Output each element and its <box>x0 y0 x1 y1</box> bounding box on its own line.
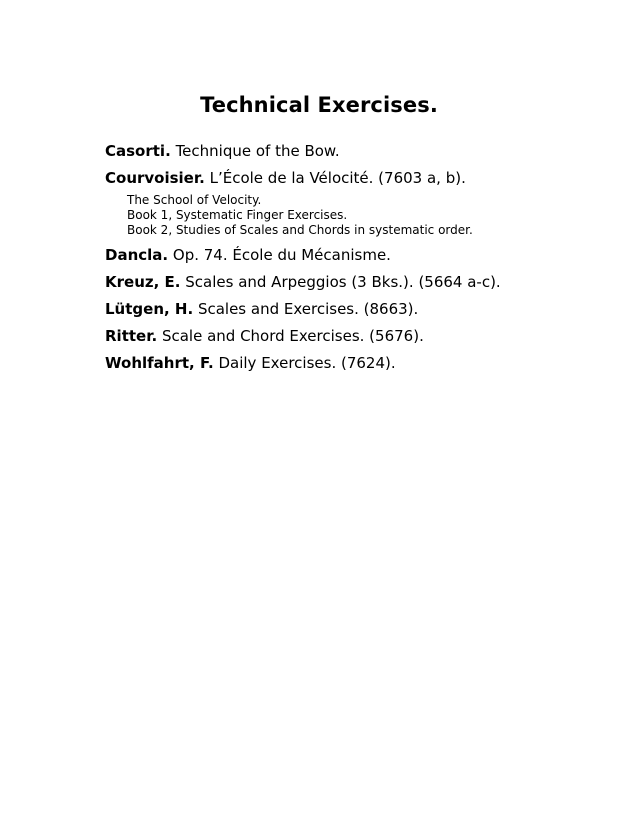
sub-entry: The School of Velocity. <box>127 193 262 207</box>
composer-name: Wohlfahrt, F. <box>105 354 214 372</box>
page-title: Technical Exercises. <box>200 93 438 117</box>
list-item <box>105 168 625 188</box>
work-title: Scale and Chord Exercises. (5676). <box>161 327 424 345</box>
composer-name: Courvoisier. <box>105 169 205 187</box>
list-item <box>105 326 625 346</box>
sub-entry: Book 2, Studies of Scales and Chords in systematic order. <box>127 223 473 237</box>
entry-list <box>105 141 625 380</box>
work-title: Technique of the Bow. <box>175 142 340 160</box>
list-item <box>105 272 625 292</box>
list-item <box>105 141 625 161</box>
work-title: Op. 74. École du Mécanisme. <box>172 246 391 264</box>
list-item <box>105 353 625 373</box>
list-item <box>105 299 625 319</box>
work-title: Scales and Arpeggios (3 Bks.). (5664 a-c). <box>185 273 501 291</box>
composer-name: Ritter. <box>105 327 158 345</box>
composer-name: Kreuz, E. <box>105 273 181 291</box>
list-item <box>105 245 625 265</box>
sub-entries <box>127 193 625 238</box>
work-title: L’École de la Vélocité. (7603 a, b). <box>209 169 466 187</box>
work-title: Daily Exercises. (7624). <box>218 354 396 372</box>
composer-name: Dancla. <box>105 246 169 264</box>
work-title: Scales and Exercises. (8663). <box>197 300 419 318</box>
sub-entry: Book 1, Systematic Finger Exercises. <box>127 208 348 222</box>
composer-name: Casorti. <box>105 142 171 160</box>
composer-name: Lütgen, H. <box>105 300 194 318</box>
